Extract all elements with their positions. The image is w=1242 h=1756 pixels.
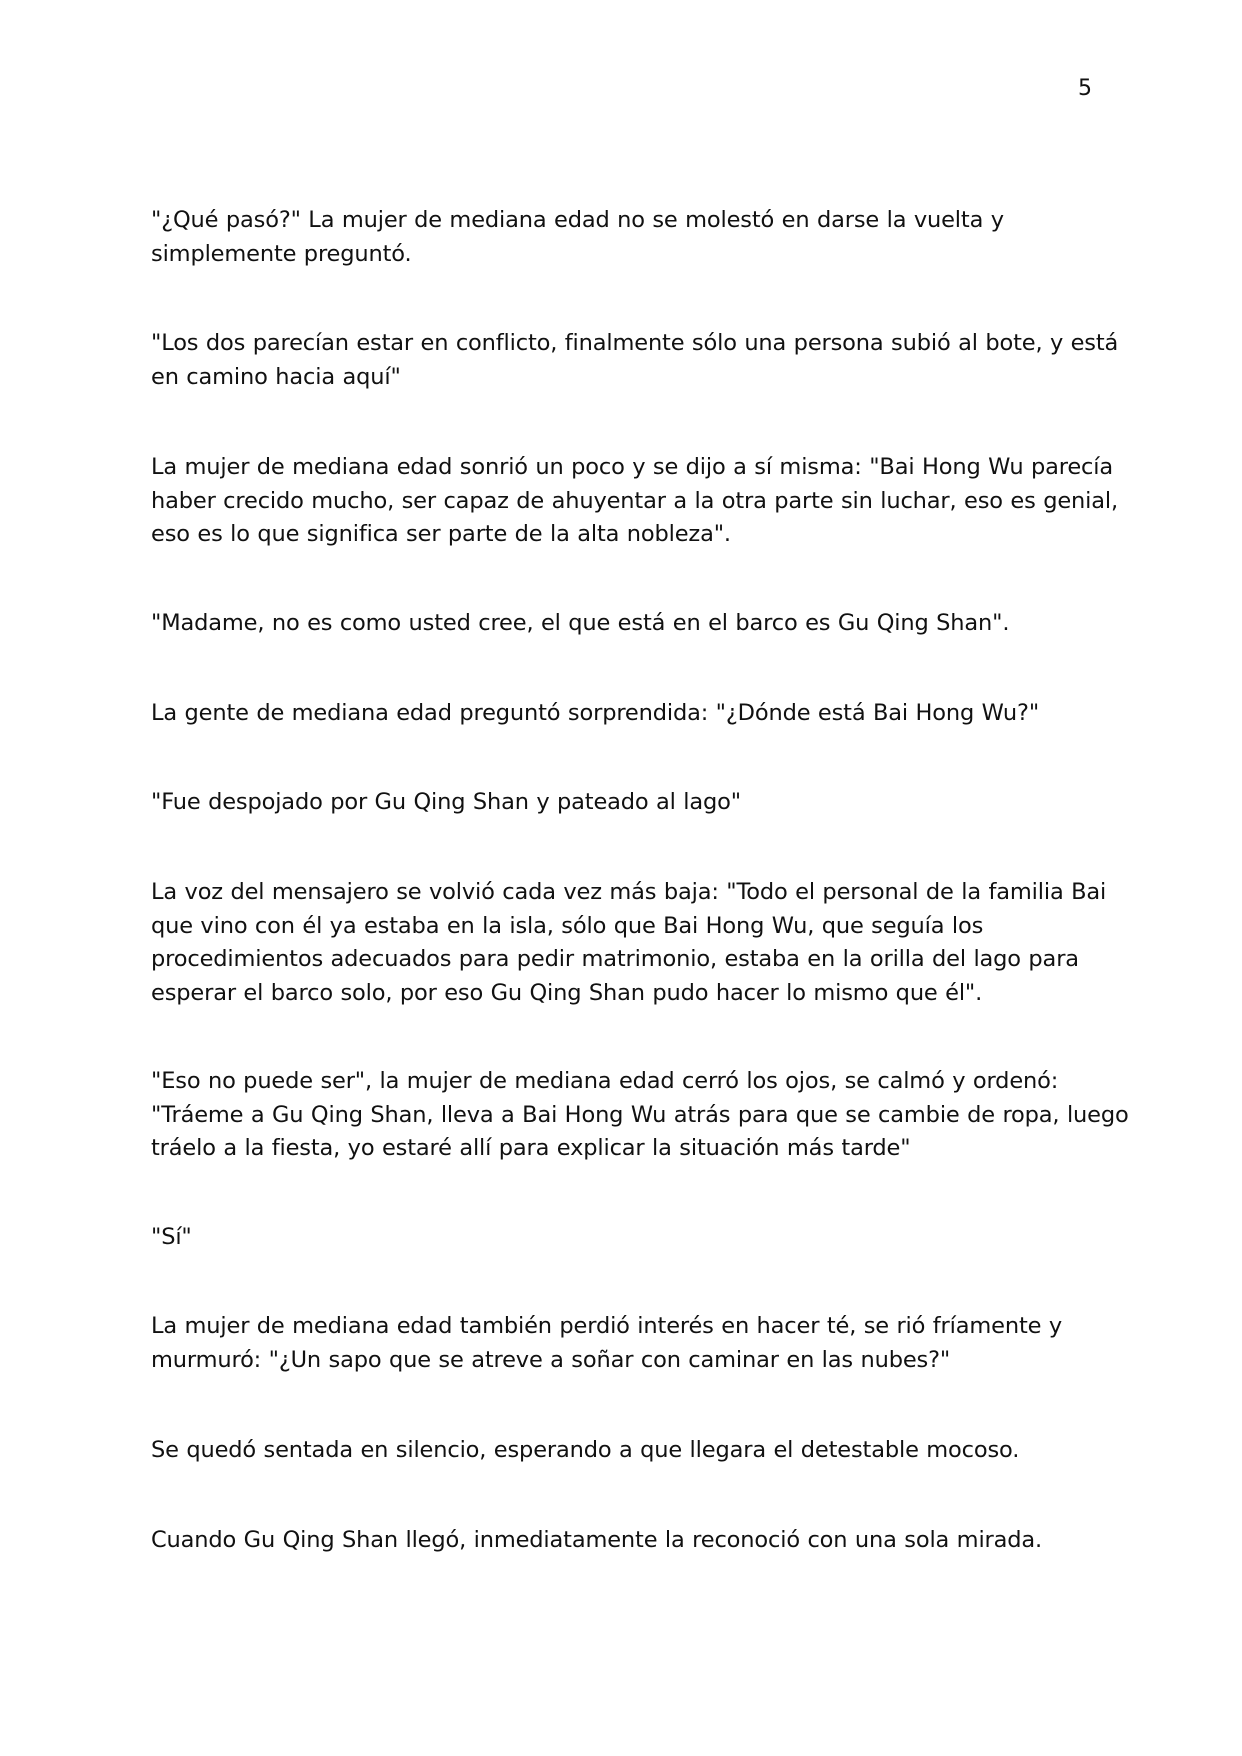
- text-line: murmuró: "¿Un sapo que se atreve a soñar con caminar en las nubes?": [151, 1346, 951, 1373]
- paragraph: [151, 1065, 1129, 1166]
- paragraph: [151, 607, 1111, 641]
- paragraph: [151, 327, 1119, 394]
- paragraph: [151, 204, 1111, 271]
- paragraph: [151, 697, 1111, 731]
- paragraph: [151, 1221, 1111, 1255]
- text-line: esperar el barco solo, por eso Gu Qing Shan pudo hacer lo mismo que él".: [151, 979, 983, 1006]
- paragraph: [151, 1310, 1111, 1377]
- text-line: en camino hacia aquí": [151, 363, 401, 390]
- text-line: que vino con él ya estaba en la isla, sólo que Bai Hong Wu, que seguía los: [151, 912, 984, 939]
- text-line: La gente de mediana edad preguntó sorprendida: "¿Dónde está Bai Hong Wu?": [151, 700, 1040, 726]
- paragraph: [151, 876, 1111, 1010]
- text-line: La mujer de mediana edad sonrió un poco y se dijo a sí misma: "Bai Hong Wu parecía: [151, 454, 1114, 480]
- paragraph: [151, 786, 1111, 820]
- text-line: "Fue despojado por Gu Qing Shan y pateado al lago": [151, 789, 741, 815]
- text-line: La voz del mensajero se volvió cada vez más baja: "Todo el personal de la familia Bai: [151, 879, 1107, 905]
- text-line: "Los dos parecían estar en conflicto, finalmente sólo una persona subió al bote, y está: [151, 330, 1119, 356]
- text-line: Cuando Gu Qing Shan llegó, inmediatamente la reconoció con una sola mirada.: [151, 1527, 1043, 1553]
- text-line: "Tráeme a Gu Qing Shan, lleva a Bai Hong Wu atrás para que se cambie de ropa, luego: [151, 1101, 1129, 1128]
- paragraph: [151, 1434, 1111, 1468]
- text-line: simplemente preguntó.: [151, 240, 412, 267]
- text-line: procedimientos adecuados para pedir matrimonio, estaba en la orilla del lago para: [151, 946, 1079, 972]
- text-line: haber crecido mucho, ser capaz de ahuyentar a la otra parte sin luchar, eso es genial,: [151, 487, 1118, 514]
- text-line: "Eso no puede ser", la mujer de mediana edad cerró los ojos, se calmó y ordenó:: [151, 1068, 1059, 1094]
- paragraph: [151, 1524, 1111, 1558]
- text-line: Se quedó sentada en silencio, esperando a que llegara el detestable mocoso.: [151, 1437, 1020, 1463]
- text-line: La mujer de mediana edad también perdió interés en hacer té, se rió fríamente y: [151, 1313, 1062, 1339]
- page-number: 5: [1078, 76, 1092, 101]
- text-line: "Madame, no es como usted cree, el que está en el barco es Gu Qing Shan".: [151, 610, 1010, 636]
- text-line: "¿Qué pasó?" La mujer de mediana edad no se molestó en darse la vuelta y: [151, 207, 1004, 233]
- paragraph: [151, 451, 1118, 552]
- text-line: tráelo a la fiesta, yo estaré allí para explicar la situación más tarde": [151, 1135, 911, 1161]
- text-line: "Sí": [151, 1224, 192, 1250]
- text-line: eso es lo que significa ser parte de la alta nobleza".: [151, 521, 731, 547]
